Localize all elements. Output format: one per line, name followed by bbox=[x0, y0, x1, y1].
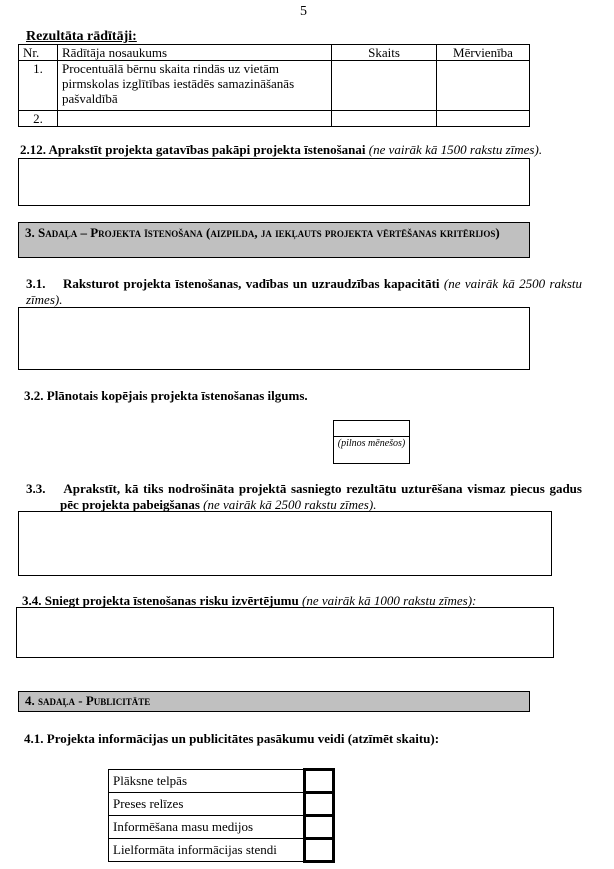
row-name: Procentuālā bērnu skaita rindās uz vietām pirmskolas izglītības iestādēs samazināšanās pašvaldībā bbox=[58, 61, 332, 111]
count-cell[interactable] bbox=[332, 61, 437, 111]
q32-duration-input[interactable] bbox=[333, 420, 410, 437]
item-label: Preses relīzes bbox=[109, 793, 305, 816]
q34-input[interactable] bbox=[16, 607, 554, 658]
q212-text: 2.12. Aprakstīt projekta gatavības pakāpi projekta īstenošanai bbox=[20, 142, 366, 157]
q33-input[interactable] bbox=[18, 511, 552, 576]
row-nr: 1. bbox=[19, 61, 58, 111]
section-4-header: 4. sadaļa - Publicitāte bbox=[18, 691, 530, 712]
q33-num: 3.3. bbox=[26, 481, 46, 496]
item-count-box[interactable] bbox=[305, 816, 334, 839]
q33-label bbox=[26, 481, 582, 513]
q41-label: 4.1. Projekta informācijas un publicitātes pasākumu veidi (atzīmēt skaitu): bbox=[24, 731, 440, 746]
q34-text: 3.4. Sniegt projekta īstenošanas risku izvērtējumu bbox=[22, 593, 299, 608]
list-item bbox=[109, 793, 334, 816]
results-title: Rezultāta rādītāji: bbox=[26, 29, 137, 44]
list-item bbox=[109, 770, 334, 793]
section-3-header: 3. Sadaļa – Projekta īstenošana (aizpilda, ja iekļauts projekta vērtēšanas kritērijos) bbox=[18, 222, 530, 258]
unit-cell[interactable] bbox=[437, 111, 530, 127]
item-count-box[interactable] bbox=[305, 793, 334, 816]
q34-hint: (ne vairāk kā 1000 rakstu zīmes): bbox=[301, 593, 477, 608]
list-item bbox=[109, 839, 334, 862]
results-table bbox=[18, 44, 530, 127]
item-count-box[interactable] bbox=[305, 770, 334, 793]
publicity-table bbox=[108, 768, 335, 863]
q31-hint: (ne vairāk kā 2500 rakstu zīmes). bbox=[26, 276, 582, 307]
page-number: 5 bbox=[300, 4, 307, 19]
item-count-box[interactable] bbox=[305, 839, 334, 862]
q33-text: Aprakstīt, kā tiks nodrošināta projektā sasniegto rezultātu uzturēšana vismaz piecus gadus pēc projekta pabeigšanas bbox=[60, 481, 582, 512]
q33-hint: (ne vairāk kā 2500 rakstu zīmes). bbox=[203, 497, 377, 512]
table-header bbox=[19, 45, 530, 61]
q31-num: 3.1. bbox=[26, 276, 46, 291]
q31-input[interactable] bbox=[18, 307, 530, 370]
list-item bbox=[109, 816, 334, 839]
header-count: Skaits bbox=[332, 45, 437, 61]
q212-hint: (ne vairāk kā 1500 rakstu zīmes). bbox=[368, 142, 543, 157]
q32-unit: (pilnos mēnešos) bbox=[333, 436, 410, 464]
header-nr: Nr. bbox=[19, 45, 58, 61]
unit-cell[interactable] bbox=[437, 61, 530, 111]
table-row bbox=[19, 111, 530, 127]
table-row bbox=[19, 61, 530, 111]
q31-label bbox=[26, 276, 582, 308]
q212-input[interactable] bbox=[18, 158, 530, 206]
q32-label: 3.2. Plānotais kopējais projekta īstenošanas ilgums. bbox=[24, 388, 308, 403]
row-nr: 2. bbox=[19, 111, 58, 127]
item-label: Plāksne telpās bbox=[109, 770, 305, 793]
item-label: Informēšana masu medijos bbox=[109, 816, 305, 839]
q212-label bbox=[20, 142, 542, 158]
q31-text: Raksturot projekta īstenošanas, vadības un uzraudzības kapacitāti bbox=[63, 276, 440, 291]
header-unit: Mērvienība bbox=[437, 45, 530, 61]
header-name: Rādītāja nosaukums bbox=[58, 45, 332, 61]
name-cell[interactable] bbox=[58, 111, 332, 127]
count-cell[interactable] bbox=[332, 111, 437, 127]
item-label: Lielformāta informācijas stendi bbox=[109, 839, 305, 862]
